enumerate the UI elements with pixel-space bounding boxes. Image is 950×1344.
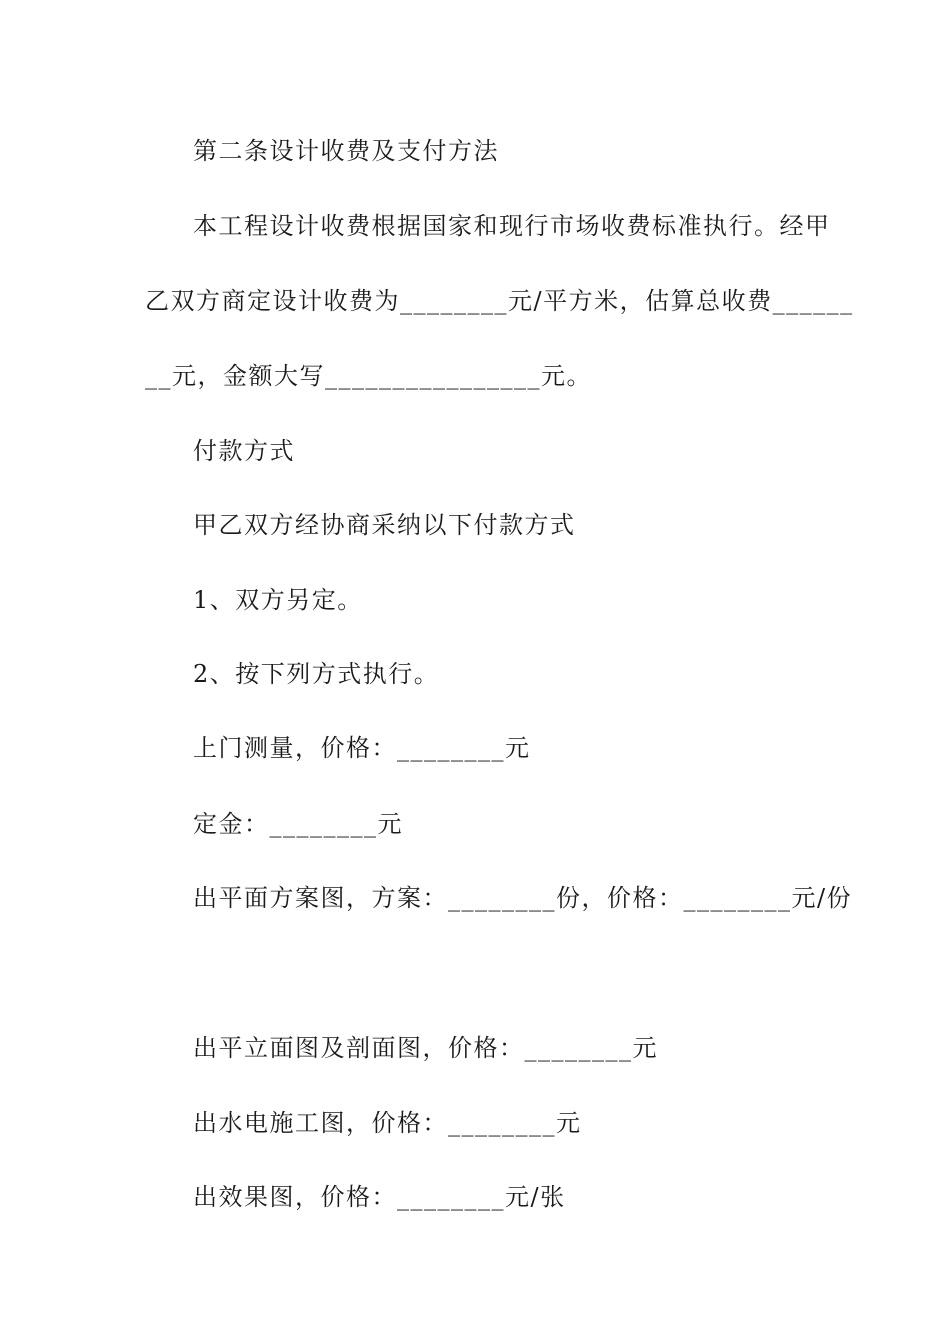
fee-item: 定金：________元 [193, 810, 403, 838]
list-item: 1、双方另定。 [193, 586, 363, 614]
subheading: 付款方式 [193, 437, 295, 465]
list-item: 2、按下列方式执行。 [193, 660, 440, 688]
paragraph-line: 乙双方商定设计收费为________元/平方米，估算总收费______ [145, 287, 854, 315]
paragraph-line: __元，金额大写________________元。 [145, 362, 592, 390]
paragraph-line: 本工程设计收费根据国家和现行市场收费标准执行。经甲 [193, 212, 831, 240]
fee-item: 出效果图，价格：________元/张 [193, 1183, 566, 1211]
fee-item: 出平面方案图，方案：________份，价格：________元/份 [193, 884, 853, 912]
fee-item: 出水电施工图，价格：________元 [193, 1109, 582, 1137]
section-heading: 第二条设计收费及支付方法 [193, 137, 499, 165]
paragraph-line: 甲乙双方经协商采纳以下付款方式 [193, 511, 576, 539]
fee-item: 上门测量，价格：________元 [193, 734, 531, 762]
fee-item: 出平立面图及剖面图，价格：________元 [193, 1034, 658, 1062]
